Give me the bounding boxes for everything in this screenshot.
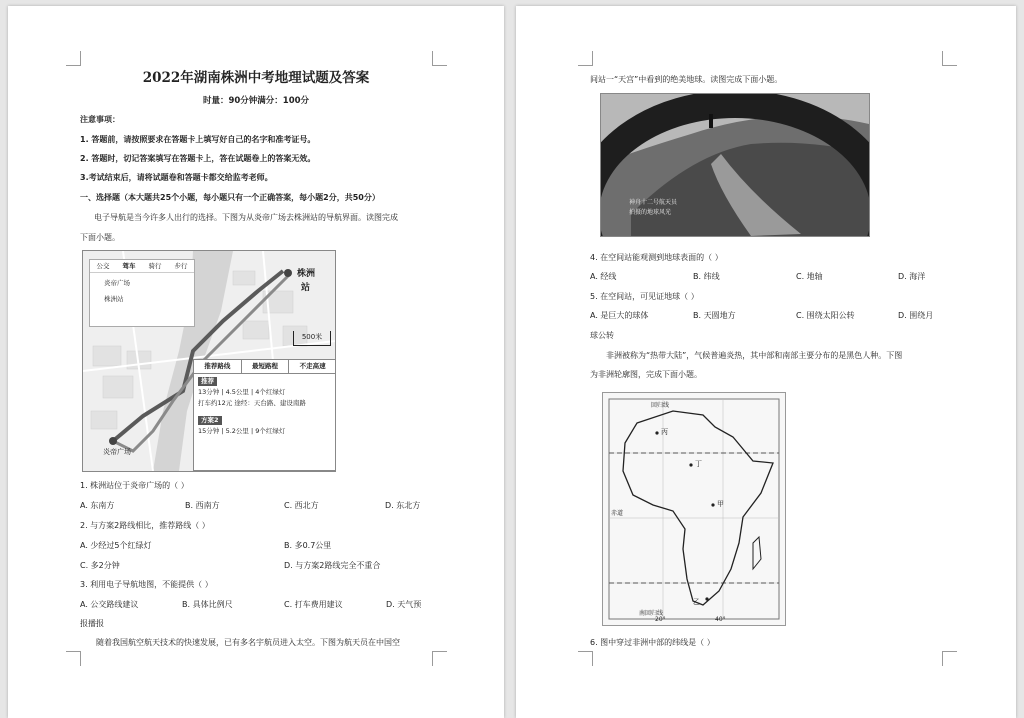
notice-item: 1. 答题前，请按照要求在答题卡上填写好自己的名字和准考证号。 [80, 135, 316, 144]
longitude-label: 40° [715, 616, 726, 623]
plan1-summary: 13分钟 | 4.5公里 | 4个红绿灯 [198, 388, 286, 396]
margin-mark [578, 51, 593, 66]
intro-text: 下面小题。 [80, 233, 120, 242]
q5-option-wrap: 球公转 [590, 331, 614, 340]
q1-option-d: D. 东北方 [385, 501, 421, 510]
q5-option-d: D. 围绕月 [898, 311, 934, 320]
q3-option-c: C. 打车费用建议 [284, 600, 343, 609]
q4-option-c: C. 地轴 [796, 272, 823, 281]
notice-item: 2. 答题时，切记答案填写在答题卡上，答在试题卷上的答案无效。 [80, 154, 316, 163]
route-result-panel [193, 359, 336, 471]
page-title: 2022年湖南株洲中考地理试题及答案 [142, 70, 370, 86]
station-label: 株洲 [297, 269, 316, 279]
longitude-label: 20° [655, 616, 666, 623]
point-label-yi: 乙 [693, 598, 700, 606]
intro-text: 电子导航是当今许多人出行的选择。下图为从炎帝广场去株洲站的导航界面。读图完成 [94, 213, 398, 222]
exam-subtitle: 时量：90分钟满分：100分 [202, 96, 310, 106]
point-label-jia: 甲 [717, 500, 724, 508]
q5-option-a: A. 是巨大的球体 [590, 311, 649, 320]
q4-option-a: A. 经线 [590, 272, 617, 281]
space-intro-text: 随着我国航空航天技术的快速发展，已有多名宇航员进入太空。下图为航天员在中国空 [96, 638, 400, 647]
q3-option-a: A. 公交路线建议 [80, 600, 139, 609]
question-2: 2. 与方案2路线相比，推荐路线（ ） [80, 521, 210, 530]
margin-mark [432, 51, 447, 66]
question-6: 6. 图中穿过非洲中部的纬线是（ ） [590, 638, 715, 647]
navigation-map-figure [82, 250, 336, 472]
point-label-ding: 丁 [695, 460, 702, 468]
q1-option-b: B. 西南方 [185, 501, 220, 510]
plan2-summary: 15分钟 | 5.2公里 | 9个红绿灯 [198, 427, 286, 435]
plaza-label: 炎帝广场 [103, 448, 131, 456]
plan2-tag: 方案2 [198, 416, 222, 425]
question-5: 5. 在空间站，可见证地球（ ） [590, 292, 699, 301]
q2-option-a: A. 少经过5个红绿灯 [80, 541, 152, 550]
route-search-panel[interactable] [89, 259, 195, 327]
route-tab-recommended[interactable]: 推荐路线 [194, 360, 242, 373]
africa-outline-map [602, 392, 786, 626]
route-tab-shortest[interactable]: 最短路程 [242, 360, 290, 373]
continued-text: 间站一“天宫”中看到的绝美地球。读图完成下面小题。 [590, 75, 783, 84]
margin-mark [578, 651, 593, 666]
margin-mark [66, 651, 81, 666]
margin-mark [942, 651, 957, 666]
q2-option-b: B. 多0.7公里 [284, 541, 332, 550]
document-page-right [516, 6, 1016, 718]
q1-option-c: C. 西北方 [284, 501, 319, 510]
africa-intro-text: 非洲被称为“热带大陆”，气候普遍炎热，其中部和南部主要分布的是黑色人种。下图 [606, 351, 903, 360]
q5-option-c: C. 围绕太阳公转 [796, 311, 855, 320]
q4-option-b: B. 纬线 [693, 272, 720, 281]
section-heading: 一、选择题（本大题共25个小题，每小题只有一个正确答案，每小题2分，共50分） [80, 193, 380, 202]
notice-item: 3.考试结束后，请将试题卷和答题卡都交给监考老师。 [80, 173, 273, 182]
document-page-left [8, 6, 504, 718]
photo-caption: 神舟十二号航天员 [629, 199, 678, 206]
q3-option-d: D. 天气预 [386, 600, 422, 609]
photo-caption: 拍摄的地球风光 [629, 209, 672, 216]
tab-bike[interactable]: 骑行 [148, 262, 162, 270]
q3-option-b: B. 具体比例尺 [182, 600, 233, 609]
plan1-detail: 打车约12元 途经：天台路、建设南路 [198, 399, 306, 407]
q1-option-a: A. 东南方 [80, 501, 115, 510]
tropic-bottom-label: 南回归线 [639, 610, 664, 617]
destination-field[interactable]: 株洲站 [104, 295, 124, 303]
question-4: 4. 在空间站能观测到地球表面的（ ） [590, 253, 723, 262]
q3-option-wrap: 报播报 [80, 619, 104, 628]
route-tab-no-highway[interactable]: 不走高速 [299, 362, 326, 370]
margin-mark [432, 651, 447, 666]
q2-option-c: C. 多2分钟 [80, 561, 120, 570]
notice-heading: 注意事项： [80, 115, 120, 124]
equator-label: 赤道 [611, 510, 624, 517]
tab-drive[interactable]: 驾车 [122, 262, 136, 270]
tropic-top-label: 回归线 [651, 402, 670, 409]
q4-option-d: D. 海洋 [898, 272, 926, 281]
q2-option-d: D. 与方案2路线完全不重合 [284, 561, 381, 570]
plan1-tag: 推荐 [198, 377, 217, 386]
q5-option-b: B. 天圆地方 [693, 311, 736, 320]
margin-mark [66, 51, 81, 66]
question-3: 3. 利用电子导航地图，不能提供（ ） [80, 580, 213, 589]
africa-intro-text: 为非洲轮廓图，完成下面小题。 [590, 370, 702, 379]
margin-mark [942, 51, 957, 66]
tab-walk[interactable]: 步行 [174, 262, 188, 270]
africa-map-drawing [603, 393, 785, 625]
earth-photo-figure [600, 93, 870, 237]
origin-field[interactable]: 炎帝广场 [104, 279, 130, 287]
station-label: 站 [301, 283, 311, 293]
scale-bar: 500米 [293, 331, 331, 346]
question-1: 1. 株洲站位于炎帝广场的（ ） [80, 481, 189, 490]
tab-bus[interactable]: 公交 [96, 262, 110, 270]
point-label-bing: 丙 [661, 428, 668, 436]
